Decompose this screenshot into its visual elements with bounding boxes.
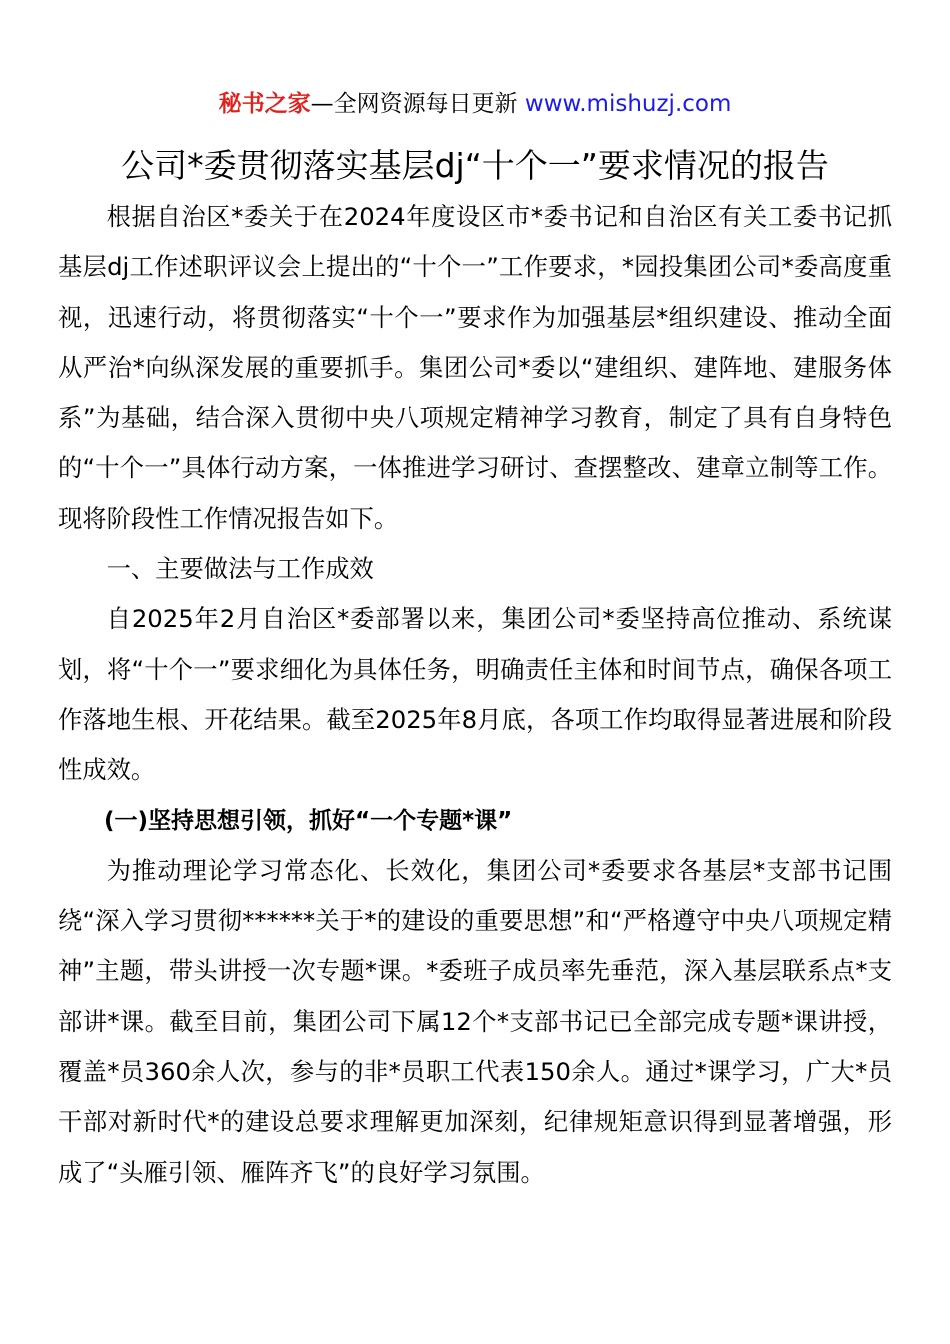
subsection-heading: (一)坚持思想引领，抓好“一个专题*课”: [104, 807, 513, 834]
site-header: [0, 86, 950, 122]
document-title: 公司*委贯彻落实基层dj“十个一”要求情况的报告: [121, 146, 829, 185]
subsection-paragraph: 为推动理论学习常态化、长效化，集团公司*委要求各基层*支部书记围绕“深入学习贯彻******关于*的建设的重要思想”和“严格遵守中央八项规定精神”主题，带头讲授一次专题*课。*委班子成员率先垂范，深入基层联系点*支部讲*课。截至目前，集团公司下属12个*支部书记已全部完成专题*课讲授，覆盖*员360余人次，参与的非*员职工代表150余人。通过*课学习，广大*员干部对新时代*的建设总要求理解更加深刻，纪律规矩意识得到显著增强，形成了“头雁引领、雁阵齐飞”的良好学习氛围。: [58, 855, 892, 1187]
site-brand: 秘书之家: [218, 91, 311, 117]
intro-paragraph: 根据自治区*委关于在2024年度设区市*委书记和自治区有关工委书记抓基层dj工作述职评议会上提出的“十个一”工作要求，*园投集团公司*委高度重视，迅速行动，将贯彻落实“十个一”要求作为加强基层*组织建设、推动全面从严治*向纵深发展的重要抓手。集团公司*委以“建组织、建阵地、建服务体系”为基础，结合深入贯彻中央八项规定精神学习教育，制定了具有自身特色的“十个一”具体行动方案，一体推进学习研讨、查摆整改、建章立制等工作。现将阶段性工作情况报告如下。: [58, 202, 892, 533]
site-url-link[interactable]: www.mishuzj.com: [524, 91, 732, 117]
section-paragraph: 自2025年2月自治区*委部署以来，集团公司*委坚持高位推动、系统谋划，将“十个一”要求细化为具体任务，明确责任主体和时间节点，确保各项工作落地生根、开花结果。截至2025年8月底，各项工作均取得显著进展和阶段性成效。: [58, 604, 892, 785]
document-body: [58, 192, 892, 1198]
section-heading: 一、主要做法与工作成效: [106, 554, 374, 584]
site-tagline: —全网资源每日更新: [310, 91, 525, 117]
